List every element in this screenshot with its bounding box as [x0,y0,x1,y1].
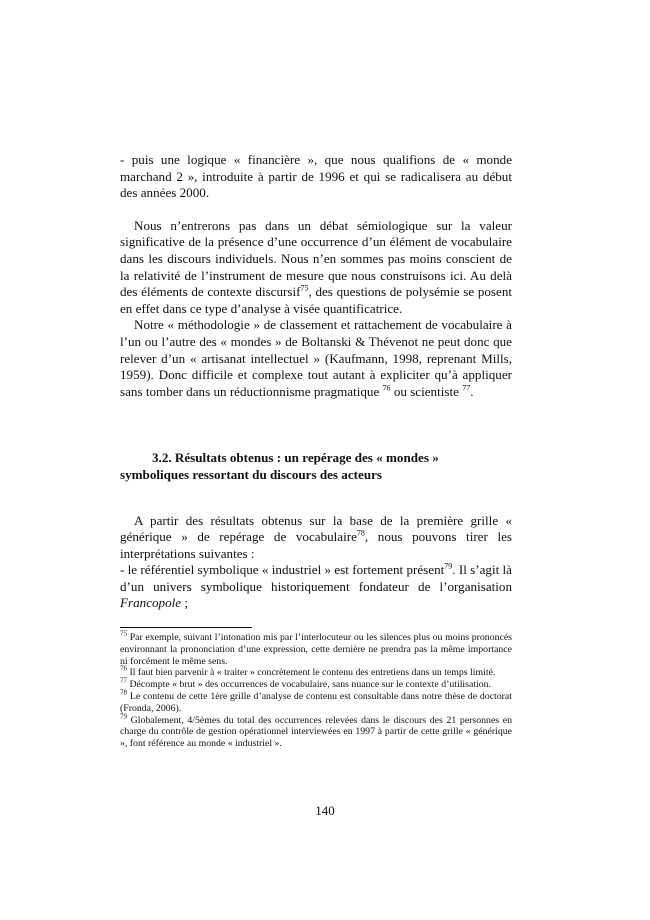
paragraph-1: - puis une logique « financière », que nous qualifions de « monde marchand 2 », introduite à partir de 1996 et qui se radicalisera au début des années 2000. [120,152,512,201]
footnote-text: Il faut bien parvenir à « traiter » concrètement le contenu des entretiens dans un temps limité. [129,667,496,679]
paragraph-5-text-a: - le référentiel symbolique « industriel » est fortement présent [120,562,445,578]
footnote-77 [120,676,512,691]
paragraph-3-text-b: ou scientiste [390,383,463,399]
paragraph-2 [120,218,512,318]
footnote-text: Décompte « brut » des occurrences de vocabulaire, sans nuance sur le contexte d’utilisation. [129,679,491,691]
spacer [120,202,512,218]
paragraph-3 [120,317,512,400]
footnote-number: 78 [120,688,127,697]
footnote-ref-77[interactable]: 77 [462,383,471,393]
paragraph-5 [120,562,512,612]
page-body [120,152,512,750]
paragraph-5-text-c: ; [181,595,189,611]
paragraph-2-text-a: Nous n’entrerons pas dans un débat sémiologique sur la valeur significative de la présence d’une occurrence d’un élément de vocabulaire dans les discours individuels. Nous n’en sommes pas moins conscient de la relativité de l’instrument de mesure que nous construisons ici. Au delà des éléments de contexte discursif [120,217,512,300]
paragraph-5-text-b: . Il s’agit là d’un univers symbolique historiquement fondateur de l’organisation [120,562,512,594]
section-heading [120,450,512,483]
organisation-name: Francopole [120,595,182,611]
paragraph-3-text-a: Notre « méthodologie » de classement et rattachement de vocabulaire à l’un ou l’autre des « mondes » de Boltanski & Thévenot ne peut donc que relever d’un « artisanat intellectuel » (Kaufmann, 1998, reprenant Mills, 1959). Donc difficile et complexe tout autant à expliciter qu’à appliquer sans tomber dans un réductionnisme pragmatique [120,317,512,399]
page-number: 140 [315,803,335,818]
footnote-76 [120,667,512,679]
paragraph-4 [120,513,512,563]
footnote-75 [120,629,512,667]
section-heading-line-1: 3.2. Résultats obtenus : un repérage des « mondes » [152,450,439,466]
footnote-text: Le contenu de cette 1ère grille d’analyse de contenu est consultable dans notre thèse de doctorat (Fronda, 2006). [120,691,513,714]
footnote-ref-76[interactable]: 76 [382,383,391,393]
footnote-separator [120,627,252,628]
footnote-number: 75 [120,629,127,638]
section-heading-line-2: symboliques ressortant du discours des acteurs [120,466,383,482]
footnote-78 [120,688,513,715]
paragraph-3-text-c: . [470,383,474,399]
footnote-number: 77 [120,676,127,685]
footnote-79 [120,712,513,750]
footnote-ref-78[interactable]: 78 [356,528,365,538]
footnote-text: Globalement, 4/5èmes du total des occurrences relevées dans le discours des 21 personnes en charge du contrôle de gestion opérationnel interviewées en 1997 à partir de cette grille « générique », font référence au monde « industriel ». [120,714,513,750]
paragraph-2-text-b: , des questions de polysémie se posent en effet dans ce type d’analyse à visée quantificatrice. [120,284,513,316]
spacer [120,484,512,513]
footnote-number: 76 [120,665,127,674]
footnote-ref-75[interactable]: 75 [300,283,309,293]
spacer [120,400,512,450]
paragraph-4-text-a: A partir des résultats obtenus sur la base de la première grille « générique » de repérage de vocabulaire [120,512,512,545]
footnote-ref-79[interactable]: 79 [444,561,453,571]
footnotes [120,629,513,750]
footnote-text: Par exemple, suivant l’intonation mis par l’interlocuteur ou les silences plus ou moins prononcés environnant la prononciation d’une expression, cette dernière ne prendra pas la même importance ni forcément le même sens. [120,632,512,667]
paragraph-4-text-b: , nous pouvons tirer les interprétations suivantes : [120,529,512,561]
footnote-number: 79 [120,712,127,721]
